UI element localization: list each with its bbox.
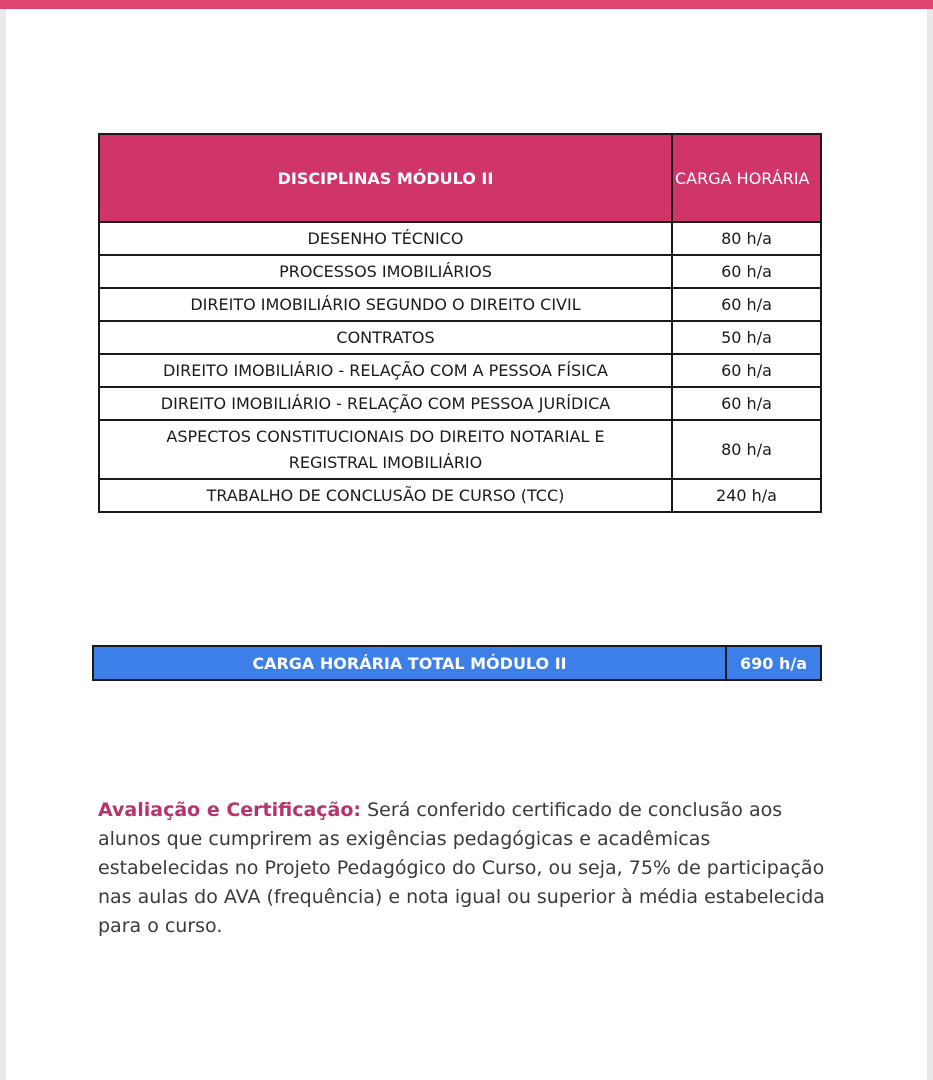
total-label: CARGA HORÁRIA TOTAL MÓDULO II	[93, 646, 726, 680]
table-row	[99, 255, 821, 288]
discipline-name: DESENHO TÉCNICO	[99, 222, 672, 255]
discipline-name	[99, 420, 672, 479]
table-row	[99, 387, 821, 420]
table-row	[99, 321, 821, 354]
header-disciplines: DISCIPLINAS MÓDULO II	[99, 134, 672, 222]
assessment-text: Será conferido certificado de conclusão aos alunos que cumprirem as exigências pedagógicas e acadêmicas estabelecidas no Projeto Pedagógico do Curso, ou seja, 75% de participação nas aulas do AVA (frequência) e nota igual ou superior à média estabelecida para o curso.	[98, 799, 825, 937]
assessment-label: Avaliação e Certificação:	[98, 799, 362, 821]
discipline-name: DIREITO IMOBILIÁRIO - RELAÇÃO COM A PESSOA FÍSICA	[99, 354, 672, 387]
header-workload: CARGA HORÁRIA	[672, 134, 821, 222]
discipline-name: CONTRATOS	[99, 321, 672, 354]
table-row	[99, 222, 821, 255]
table-header-row	[99, 134, 821, 222]
assessment-paragraph	[98, 796, 838, 941]
discipline-name: PROCESSOS IMOBILIÁRIOS	[99, 255, 672, 288]
discipline-hours: 80 h/a	[672, 222, 821, 255]
discipline-hours: 60 h/a	[672, 255, 821, 288]
discipline-name-line1: ASPECTOS CONSTITUCIONAIS DO DIREITO NOTARIAL E	[166, 426, 605, 446]
course-table	[98, 133, 822, 513]
discipline-hours: 60 h/a	[672, 387, 821, 420]
discipline-name: DIREITO IMOBILIÁRIO - RELAÇÃO COM PESSOA JURÍDICA	[99, 387, 672, 420]
discipline-hours: 240 h/a	[672, 479, 821, 512]
top-accent-bar	[0, 0, 933, 9]
discipline-hours: 80 h/a	[672, 420, 821, 479]
discipline-hours: 60 h/a	[672, 288, 821, 321]
total-row	[93, 646, 821, 680]
table-row	[99, 354, 821, 387]
discipline-name: TRABALHO DE CONCLUSÃO DE CURSO (TCC)	[99, 479, 672, 512]
discipline-name: DIREITO IMOBILIÁRIO SEGUNDO O DIREITO CIVIL	[99, 288, 672, 321]
table-row	[99, 288, 821, 321]
discipline-hours: 50 h/a	[672, 321, 821, 354]
table-row	[99, 420, 821, 479]
total-value: 690 h/a	[726, 646, 821, 680]
total-workload-table	[92, 645, 822, 681]
table-row	[99, 479, 821, 512]
discipline-name-line2: REGISTRAL IMOBILIÁRIO	[288, 452, 483, 472]
discipline-hours: 60 h/a	[672, 354, 821, 387]
